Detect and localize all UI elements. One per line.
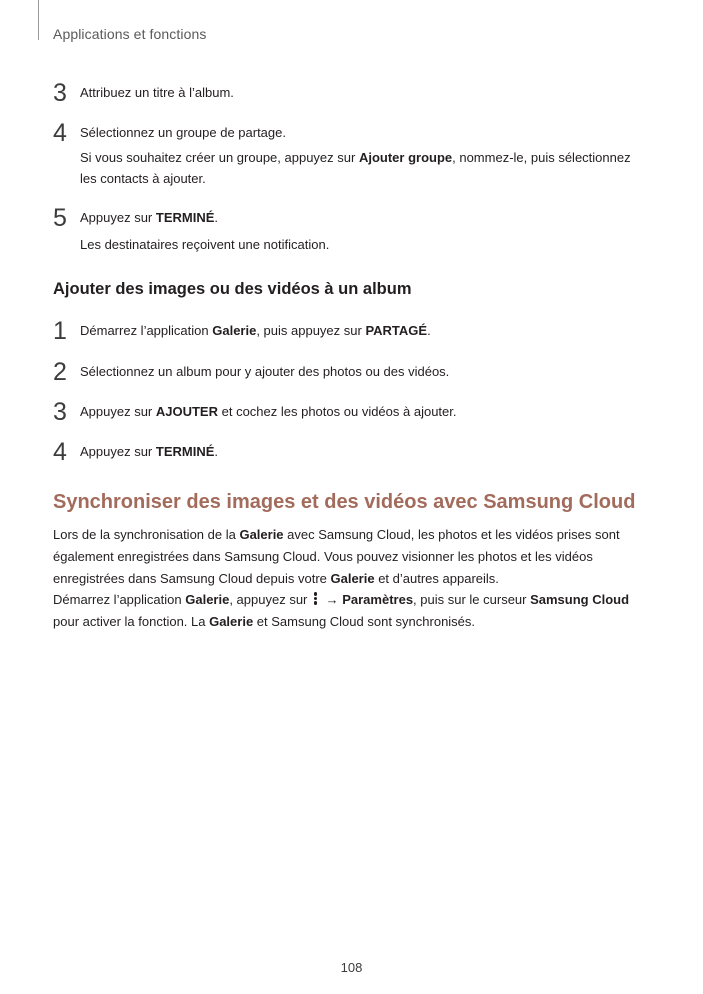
step-number: 4 bbox=[53, 438, 67, 466]
step-text: Appuyez sur TERMINÉ. bbox=[80, 210, 218, 225]
step-text: Attribuez un titre à l’album. bbox=[80, 85, 234, 100]
page-header: Applications et fonctions bbox=[53, 26, 207, 42]
more-options-icon bbox=[313, 592, 319, 606]
step-text: Sélectionnez un groupe de partage. bbox=[80, 125, 286, 140]
step-4-note-line2: les contacts à ajouter. bbox=[80, 171, 206, 186]
step-number: 5 bbox=[53, 204, 67, 232]
para-line: Lors de la synchronisation de la Galerie avec Samsung Cloud, les photos et les vidéos prises sont bbox=[53, 527, 620, 542]
para-line: également enregistrées dans Samsung Cloud. Vous pouvez visionner les photos et les vidéos bbox=[53, 549, 593, 564]
para-line: Démarrez l’application Galerie, appuyez sur → Paramètres, puis sur le curseur Samsung Cloud bbox=[53, 592, 630, 607]
sync-paragraph bbox=[53, 524, 653, 590]
step-text: Appuyez sur AJOUTER et cochez les photos ou vidéos à ajouter. bbox=[80, 404, 457, 419]
step-number: 4 bbox=[53, 119, 67, 147]
step-number: 2 bbox=[53, 358, 67, 386]
page-number: 108 bbox=[340, 960, 363, 975]
header-rule bbox=[38, 0, 39, 40]
step-number: 3 bbox=[53, 79, 67, 107]
section-title: Synchroniser des images et des vidéos avec Samsung Cloud bbox=[53, 491, 636, 513]
step-text: Appuyez sur TERMINÉ. bbox=[80, 444, 218, 459]
step-number: 3 bbox=[53, 398, 67, 426]
step-number: 1 bbox=[53, 317, 67, 345]
step-5-note: Les destinataires reçoivent une notification. bbox=[80, 237, 330, 252]
para-line: enregistrées dans Samsung Cloud depuis votre Galerie et d’autres appareils. bbox=[53, 571, 499, 586]
step-4-note: Si vous souhaitez créer un groupe, appuyez sur Ajouter groupe, nommez-le, puis sélectionnez bbox=[80, 150, 631, 165]
step-text: Démarrez l’application Galerie, puis appuyez sur PARTAGÉ. bbox=[80, 323, 431, 338]
subheading: Ajouter des images ou des vidéos à un album bbox=[53, 280, 412, 298]
step-text: Sélectionnez un album pour y ajouter des photos ou des vidéos. bbox=[80, 364, 450, 379]
para-line: pour activer la fonction. La Galerie et Samsung Cloud sont synchronisés. bbox=[53, 614, 476, 629]
activate-paragraph bbox=[53, 589, 653, 633]
